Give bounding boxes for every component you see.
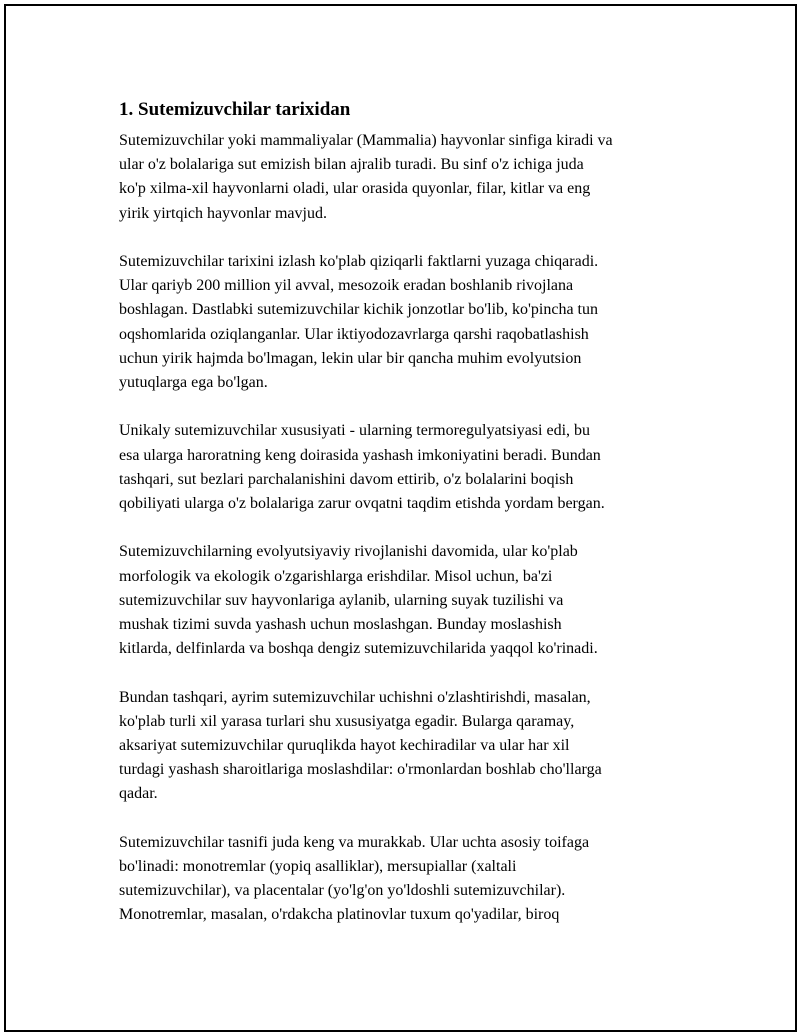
- paragraph-line: Sutemizuvchilar tasnifi juda keng va murakkab. Ular uchta asosiy toifaga: [119, 833, 590, 851]
- paragraph-line: Sutemizuvchilar tarixini izlash ko'plab qiziqarli faktlarni yuzaga chiqaradi.: [119, 253, 599, 270]
- paragraph-line: qobiliyati ularga o'z bolalariga zarur ovqatni taqdim etishda yordam bergan.: [119, 495, 605, 513]
- paragraph-line: aksariyat sutemizuvchilar quruqlikda hayot kechiradilar va ular har xil: [119, 737, 570, 755]
- paragraph-line: bo'linadi: monotremlar (yopiq asalliklar), mersupiallar (xaltali: [119, 858, 517, 876]
- paragraph-line: morfologik va ekologik o'zgarishlarga erishdilar. Misol uchun, ba'zi: [119, 567, 553, 585]
- paragraph-line: Sutemizuvchilarning evolyutsiyaviy rivojlanishi davomida, ular ko'plab: [119, 543, 578, 561]
- paragraph-line: qadar.: [119, 785, 158, 803]
- body-paragraph: [119, 419, 699, 516]
- paragraph-line: ular o'z bolalariga sut emizish bilan ajralib turadi. Bu sinf o'z ichiga juda: [119, 156, 584, 174]
- paragraph-line: Monotremlar, masalan, o'rdakcha platinovlar tuxum qo'yadilar, biroq: [119, 906, 560, 924]
- paragraph-line: mushak tizimi suvda yashash uchun moslashgan. Bunday moslashish: [119, 616, 562, 634]
- paragraph-line: ko'p xilma-xil hayvonlarni oladi, ular orasida quyonlar, filar, kitlar va eng: [119, 180, 591, 198]
- paragraph-line: Unikaly sutemizuvchilar xususiyati - ularning termoregulyatsiyasi edi, bu: [119, 422, 591, 440]
- body-paragraph: [119, 129, 699, 226]
- body-paragraph: [119, 540, 699, 661]
- paragraph-line: ko'plab turli xil yarasa turlari shu xususiyatga egadir. Bularga qaramay,: [119, 712, 575, 730]
- body-paragraph: [119, 250, 699, 395]
- paragraph-line: Sutemizuvchilar yoki mammaliyalar (Mammalia) hayvonlar sinfiga kiradi va: [119, 132, 613, 149]
- paragraph-line: kitlarda, delfinlarda va boshqa dengiz sutemizuvchilarida yaqqol ko'rinadi.: [119, 640, 598, 658]
- paragraph-line: boshlagan. Dastlabki sutemizuvchilar kichik jonzotlar bo'lib, ko'pincha tun: [119, 301, 598, 319]
- paragraph-line: Ular qariyb 200 million yil avval, mesozoik eradan boshlanib rivojlana: [119, 277, 574, 295]
- paragraph-list: [119, 129, 699, 928]
- document-page: [4, 4, 797, 1032]
- paragraph-line: uchun yirik hajmda bo'lmagan, lekin ular bir qancha muhim evolyutsion: [119, 349, 582, 367]
- paragraph-line: turdagi yashash sharoitlariga moslashdilar: o'rmonlardan boshlab cho'llarga: [119, 761, 602, 779]
- paragraph-line: Bundan tashqari, ayrim sutemizuvchilar uchishni o'zlashtirishdi, masalan,: [119, 688, 591, 706]
- document-content: [119, 98, 699, 952]
- body-paragraph: [119, 686, 699, 807]
- paragraph-line: sutemizuvchilar suv hayvonlariga aylanib, ularning suyak tuzilishi va: [119, 591, 564, 609]
- body-paragraph: [119, 831, 699, 928]
- paragraph-line: yutuqlarga ega bo'lgan.: [119, 374, 268, 392]
- paragraph-line: sutemizuvchilar), va placentalar (yo'lg'on yo'ldoshli sutemizuvchilar).: [119, 882, 566, 900]
- paragraph-line: yirik yirtqich hayvonlar mavjud.: [119, 204, 327, 222]
- paragraph-line: esa ularga haroratning keng doirasida yashash imkoniyatini beradi. Bundan: [119, 446, 601, 464]
- paragraph-line: tashqari, sut bezlari parchalanishini davom ettirib, o'z bolalarini boqish: [119, 470, 574, 488]
- paragraph-line: oqshomlarida oziqlanganlar. Ular iktiyodozavrlarga qarshi raqobatlashish: [119, 325, 589, 343]
- section-heading: 1. Sutemizuvchilar tarixidan: [119, 99, 351, 120]
